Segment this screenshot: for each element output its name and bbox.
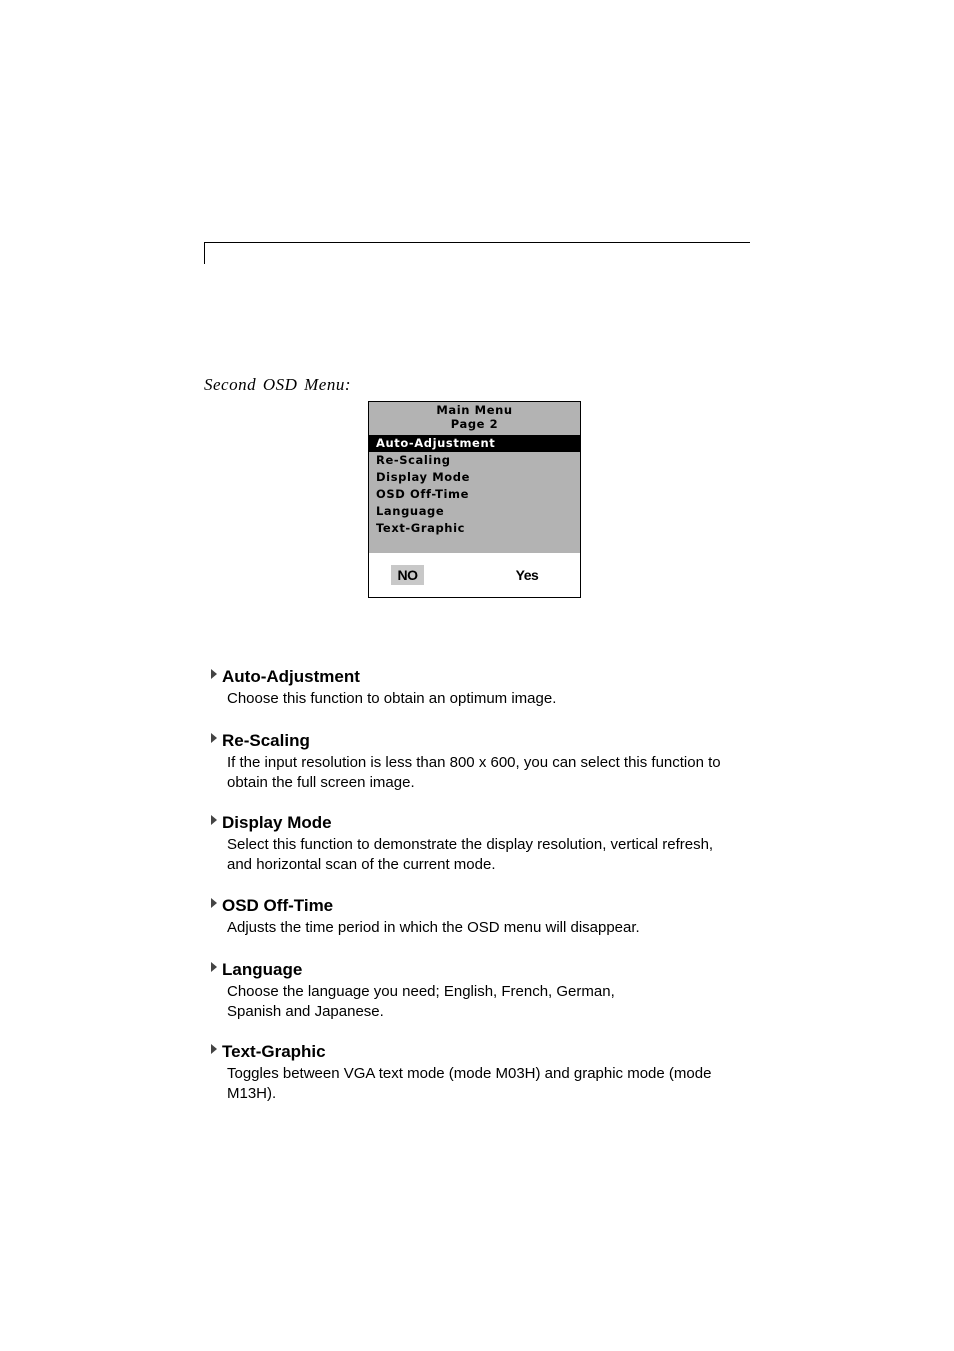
triangle-bullet-icon bbox=[211, 815, 217, 825]
section-title: Language bbox=[222, 960, 303, 979]
section-line: Choose this function to obtain an optimum image. bbox=[227, 690, 557, 707]
osd-item-re-scaling[interactable]: Re-Scaling bbox=[376, 453, 451, 467]
section-line: and horizontal scan of the current mode. bbox=[227, 856, 496, 873]
section-line: If the input resolution is less than 800 x 600, you can select this function to bbox=[227, 754, 721, 771]
section-title: OSD Off-Time bbox=[222, 896, 334, 915]
section-title: Auto-Adjustment bbox=[222, 667, 360, 686]
section-line: Spanish and Japanese. bbox=[227, 1003, 384, 1020]
section-re-scaling bbox=[208, 731, 768, 793]
osd-title bbox=[369, 403, 580, 431]
osd-item-language[interactable]: Language bbox=[376, 504, 445, 518]
section-title: Text-Graphic bbox=[222, 1042, 326, 1061]
section-heading bbox=[208, 1042, 768, 1064]
osd-item-display-mode[interactable]: Display Mode bbox=[376, 470, 470, 484]
no-button[interactable]: NO bbox=[391, 565, 424, 585]
osd-item-osd-off-time[interactable]: OSD Off-Time bbox=[376, 487, 470, 501]
section-auto-adjustment bbox=[208, 667, 768, 709]
section-osd-off-time bbox=[208, 896, 768, 938]
section-line: Choose the language you need; English, French, German, bbox=[227, 983, 615, 1000]
osd-panel bbox=[369, 402, 580, 553]
figure-caption: Second OSD Menu: bbox=[204, 375, 352, 394]
triangle-bullet-icon bbox=[211, 1044, 217, 1054]
osd-item-text-graphic[interactable]: Text-Graphic bbox=[376, 521, 466, 535]
section-language bbox=[208, 960, 768, 1022]
section-line: obtain the full screen image. bbox=[227, 774, 415, 791]
triangle-bullet-icon bbox=[211, 669, 217, 679]
page-header-corner bbox=[204, 242, 205, 264]
section-description bbox=[227, 753, 768, 793]
section-line: Select this function to demonstrate the display resolution, vertical refresh, bbox=[227, 836, 714, 853]
page-header-rule bbox=[204, 242, 750, 243]
section-heading bbox=[208, 960, 768, 982]
osd-item-list bbox=[369, 435, 580, 537]
section-line: Toggles between VGA text mode (mode M03H) and graphic mode (mode bbox=[227, 1065, 712, 1082]
section-title: Re-Scaling bbox=[222, 731, 310, 750]
section-heading bbox=[208, 731, 768, 753]
osd-title-page: Page 2 bbox=[450, 417, 499, 431]
section-description bbox=[227, 835, 768, 875]
osd-item-auto-adjustment[interactable]: Auto-Adjustment bbox=[369, 435, 580, 452]
triangle-bullet-icon bbox=[211, 962, 217, 972]
section-heading bbox=[208, 896, 768, 918]
section-description bbox=[227, 918, 768, 938]
osd-menu bbox=[368, 401, 581, 598]
triangle-bullet-icon bbox=[211, 733, 217, 743]
section-description bbox=[227, 689, 768, 709]
section-line: Adjusts the time period in which the OSD menu will disappear. bbox=[227, 919, 640, 936]
section-description bbox=[227, 1064, 768, 1104]
section-description bbox=[227, 982, 768, 1022]
section-text-graphic bbox=[208, 1042, 768, 1104]
section-line: M13H). bbox=[227, 1085, 277, 1102]
section-display-mode bbox=[208, 813, 768, 875]
section-title: Display Mode bbox=[222, 813, 332, 832]
triangle-bullet-icon bbox=[211, 898, 217, 908]
section-heading bbox=[208, 667, 768, 689]
osd-title-main: Main Menu bbox=[436, 403, 513, 417]
section-heading bbox=[208, 813, 768, 835]
yes-button[interactable]: Yes bbox=[515, 567, 539, 583]
